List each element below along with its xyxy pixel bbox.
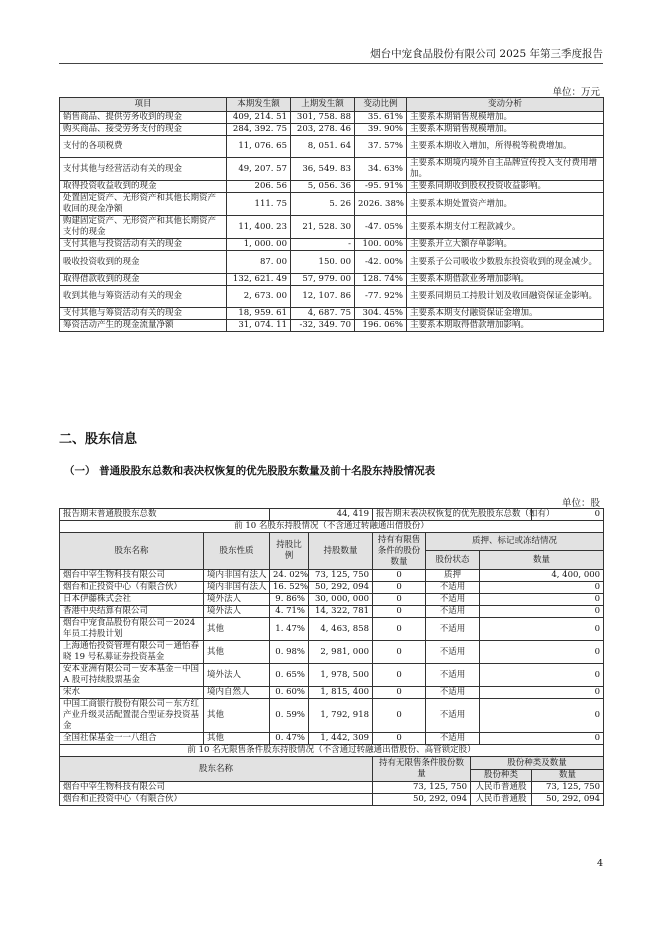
shareholder-name: 上海通怡投资管理有限公司－通怡春晓 19 号私募证券投资基金 bbox=[60, 641, 204, 664]
cashflow-row bbox=[60, 239, 604, 251]
shareholder-pledge-count: 0 bbox=[480, 594, 604, 606]
page-number: 4 bbox=[596, 858, 603, 869]
cashflow-current-value: 132, 621. 49 bbox=[227, 274, 291, 286]
shareholder-nature: 境外法人 bbox=[204, 664, 270, 687]
cashflow-change-ratio: -42. 00% bbox=[355, 251, 407, 274]
unrestricted-header-row-1 bbox=[60, 757, 604, 770]
cashflow-item-name: 筹资活动产生的现金流量净额 bbox=[60, 320, 227, 332]
shareholder-row bbox=[60, 582, 604, 594]
cashflow-change-ratio: 34. 63% bbox=[355, 158, 407, 181]
shareholder-ratio: 0. 98% bbox=[270, 641, 309, 664]
cashflow-header-analysis: 变动分析 bbox=[407, 98, 604, 112]
shareholder-pledge-count: 0 bbox=[480, 687, 604, 699]
cashflow-analysis: 主要系开立大额存单影响。 bbox=[407, 239, 604, 251]
shareholder-pledge-status: 不适用 bbox=[426, 733, 480, 745]
cashflow-previous-value: 8, 051. 64 bbox=[291, 136, 355, 158]
unrestricted-header-type-group: 股份种类及数量 bbox=[471, 757, 604, 770]
shareholder-unit: 单位：股 bbox=[561, 498, 600, 509]
shareholder-row bbox=[60, 606, 604, 618]
cashflow-change-ratio: 304. 45% bbox=[355, 308, 407, 320]
unrestricted-share-count: 73, 125, 750 bbox=[532, 782, 604, 794]
cashflow-analysis: 主要系子公司吸收少数股东投资收到的现金减少。 bbox=[407, 251, 604, 274]
cashflow-analysis: 主要系本期境内境外自主品牌宣传投入支付费用增加。 bbox=[407, 158, 604, 181]
shareholder-name: 香港中央结算有限公司 bbox=[60, 606, 204, 618]
cashflow-current-value: 284, 392. 75 bbox=[227, 124, 291, 136]
shareholder-ratio: 1. 47% bbox=[270, 618, 309, 641]
cashflow-current-value: 409, 214. 51 bbox=[227, 112, 291, 124]
shareholder-pledge-count: 0 bbox=[480, 699, 604, 733]
cashflow-item-name: 取得借款收到的现金 bbox=[60, 274, 227, 286]
shareholder-row bbox=[60, 687, 604, 699]
top10-header-restricted: 持有有限售条件的股份数量 bbox=[373, 533, 426, 570]
shareholder-pledge-status: 不适用 bbox=[426, 582, 480, 594]
cashflow-row bbox=[60, 320, 604, 332]
shareholder-nature: 境内非国有法人 bbox=[204, 582, 270, 594]
shareholder-ratio: 0. 47% bbox=[270, 733, 309, 745]
cashflow-current-value: 31, 074. 11 bbox=[227, 320, 291, 332]
shareholder-row bbox=[60, 618, 604, 641]
unrestricted-row bbox=[60, 782, 604, 794]
shareholder-restricted-qty: 0 bbox=[373, 664, 426, 687]
shareholder-pledge-status: 质押 bbox=[426, 570, 480, 582]
top10-header-status: 股份状态 bbox=[426, 551, 480, 570]
cashflow-item-name: 支付的各项税费 bbox=[60, 136, 227, 158]
shareholder-nature: 境内非国有法人 bbox=[204, 570, 270, 582]
top10-header-count: 数量 bbox=[480, 551, 604, 570]
shareholder-pledge-status: 不适用 bbox=[426, 687, 480, 699]
cashflow-item-name: 购买商品、接受劳务支付的现金 bbox=[60, 124, 227, 136]
cashflow-header-item: 项目 bbox=[60, 98, 227, 112]
top10-header-qty: 持股数量 bbox=[309, 533, 373, 570]
shareholder-pledge-count: 4, 400, 000 bbox=[480, 570, 604, 582]
cashflow-current-value: 11, 400. 23 bbox=[227, 216, 291, 239]
cashflow-analysis: 主要系本期收入增加，所得税等税费增加。 bbox=[407, 136, 604, 158]
shareholder-pledge-count: 0 bbox=[480, 606, 604, 618]
cashflow-item-name: 支付其他与筹资活动有关的现金 bbox=[60, 308, 227, 320]
shareholder-quantity: 1, 442, 309 bbox=[309, 733, 373, 745]
cashflow-change-ratio: 39. 90% bbox=[355, 124, 407, 136]
cashflow-previous-value: 150. 00 bbox=[291, 251, 355, 274]
shareholder-quantity: 14, 322, 781 bbox=[309, 606, 373, 618]
shareholder-pledge-status: 不适用 bbox=[426, 594, 480, 606]
unrestricted-share-type: 人民币普通股 bbox=[471, 782, 532, 794]
unrestricted-header-count: 数量 bbox=[532, 770, 604, 782]
cashflow-change-ratio: -95. 91% bbox=[355, 181, 407, 193]
unrestricted-header-type: 股份种类 bbox=[471, 770, 532, 782]
shareholder-name: 烟台和正投资中心（有限合伙） bbox=[60, 582, 204, 594]
cashflow-row bbox=[60, 193, 604, 216]
unrestricted-header-name: 股东名称 bbox=[60, 757, 373, 782]
cashflow-current-value: 49, 207. 57 bbox=[227, 158, 291, 181]
shareholder-pledge-count: 0 bbox=[480, 618, 604, 641]
cashflow-table bbox=[59, 97, 604, 332]
cashflow-change-ratio: 2026. 38% bbox=[355, 193, 407, 216]
preferred-shareholders-label: 报告期末表决权恢复的优先股股东总数（如有） bbox=[373, 509, 532, 521]
shareholder-nature: 境外法人 bbox=[204, 594, 270, 606]
cashflow-row bbox=[60, 216, 604, 239]
cashflow-item-name: 销售商品、提供劳务收到的现金 bbox=[60, 112, 227, 124]
shareholder-restricted-qty: 0 bbox=[373, 733, 426, 745]
top10-header-row-1 bbox=[60, 533, 604, 551]
shareholder-ratio: 0. 60% bbox=[270, 687, 309, 699]
cashflow-row bbox=[60, 112, 604, 124]
shareholder-restricted-qty: 0 bbox=[373, 641, 426, 664]
shareholder-quantity: 2, 981, 000 bbox=[309, 641, 373, 664]
cashflow-previous-value: 36, 549. 83 bbox=[291, 158, 355, 181]
top10-title-row bbox=[60, 521, 604, 533]
cashflow-row bbox=[60, 251, 604, 274]
cashflow-previous-value: - bbox=[291, 239, 355, 251]
shareholder-quantity: 50, 292, 094 bbox=[309, 582, 373, 594]
top10-header-pledge: 质押、标记或冻结情况 bbox=[426, 533, 604, 551]
shareholder-restricted-qty: 0 bbox=[373, 606, 426, 618]
shareholder-nature: 其他 bbox=[204, 733, 270, 745]
preferred-shareholders-value: 0 bbox=[532, 509, 604, 521]
cashflow-previous-value: 4, 687. 75 bbox=[291, 308, 355, 320]
shareholder-pledge-status: 不适用 bbox=[426, 699, 480, 733]
cashflow-item-name: 购建固定资产、无形资产和其他长期资产支付的现金 bbox=[60, 216, 227, 239]
cashflow-previous-value: 5, 056. 36 bbox=[291, 181, 355, 193]
cashflow-unit: 单位：万元 bbox=[552, 87, 600, 98]
cashflow-header-current: 本期发生额 bbox=[227, 98, 291, 112]
shareholder-name: 中国工商银行股份有限公司－东方红产业升级灵活配置混合型证券投资基金 bbox=[60, 699, 204, 733]
shareholder-ratio: 4. 71% bbox=[270, 606, 309, 618]
cashflow-current-value: 11, 076. 65 bbox=[227, 136, 291, 158]
total-shareholders-label: 报告期末普通股股东总数 bbox=[60, 509, 270, 521]
cashflow-analysis: 主要系本期借款业务增加影响。 bbox=[407, 274, 604, 286]
shareholder-pledge-status: 不适用 bbox=[426, 618, 480, 641]
cashflow-row bbox=[60, 286, 604, 308]
shareholder-restricted-qty: 0 bbox=[373, 687, 426, 699]
top10-header-name: 股东名称 bbox=[60, 533, 204, 570]
unrestricted-shareholder-name: 烟台中宰生物科技有限公司 bbox=[60, 782, 373, 794]
cashflow-header-previous: 上期发生额 bbox=[291, 98, 355, 112]
cashflow-previous-value: 203, 278. 46 bbox=[291, 124, 355, 136]
shareholder-table bbox=[59, 508, 604, 806]
shareholder-name: 安本亚洲有限公司－安本基金－中国 A 股可持续股票基金 bbox=[60, 664, 204, 687]
top10-title: 前 10 名股东持股情况（不含通过转融通出借股份） bbox=[60, 521, 604, 533]
cashflow-previous-value: 5. 26 bbox=[291, 193, 355, 216]
cashflow-analysis: 主要系本期处置资产增加。 bbox=[407, 193, 604, 216]
cashflow-item-name: 支付其他与经营活动有关的现金 bbox=[60, 158, 227, 181]
cashflow-analysis: 主要系本期销售规模增加。 bbox=[407, 124, 604, 136]
section-title-shareholders: 二、股东信息 bbox=[59, 432, 138, 447]
shareholder-pledge-count: 0 bbox=[480, 664, 604, 687]
shareholder-ratio: 16. 52% bbox=[270, 582, 309, 594]
cashflow-row bbox=[60, 158, 604, 181]
cashflow-item-name: 支付其他与投资活动有关的现金 bbox=[60, 239, 227, 251]
shareholder-restricted-qty: 0 bbox=[373, 699, 426, 733]
unrestricted-header-qty: 持有无限售条件股份数量 bbox=[373, 757, 471, 782]
shareholder-pledge-status: 不适用 bbox=[426, 606, 480, 618]
summary-row bbox=[60, 509, 604, 521]
shareholder-nature: 境外法人 bbox=[204, 606, 270, 618]
shareholder-quantity: 4, 463, 858 bbox=[309, 618, 373, 641]
total-shareholders-value: 44, 419 bbox=[270, 509, 373, 521]
unrestricted-quantity: 73, 125, 750 bbox=[373, 782, 471, 794]
cashflow-item-name: 取得投资收益收到的现金 bbox=[60, 181, 227, 193]
shareholder-restricted-qty: 0 bbox=[373, 582, 426, 594]
unrestricted-share-count: 50, 292, 094 bbox=[532, 794, 604, 806]
unrestricted-title: 前 10 名无限售条件股东持股情况（不含通过转融通出借股份、高管锁定股） bbox=[60, 745, 604, 757]
top10-header-ratio: 持股比例 bbox=[270, 533, 309, 570]
cashflow-change-ratio: -47. 05% bbox=[355, 216, 407, 239]
cashflow-analysis: 主要系本期支付工程款减少。 bbox=[407, 216, 604, 239]
cashflow-change-ratio: 128. 74% bbox=[355, 274, 407, 286]
shareholder-row bbox=[60, 699, 604, 733]
shareholder-quantity: 1, 815, 400 bbox=[309, 687, 373, 699]
unrestricted-row bbox=[60, 794, 604, 806]
cashflow-row bbox=[60, 124, 604, 136]
shareholder-name: 烟台中宰生物科技有限公司 bbox=[60, 570, 204, 582]
unrestricted-share-type: 人民币普通股 bbox=[471, 794, 532, 806]
shareholder-row bbox=[60, 641, 604, 664]
shareholder-pledge-status: 不适用 bbox=[426, 664, 480, 687]
cashflow-row bbox=[60, 308, 604, 320]
cashflow-previous-value: 57, 979. 00 bbox=[291, 274, 355, 286]
cashflow-change-ratio: 100. 00% bbox=[355, 239, 407, 251]
shareholder-nature: 其他 bbox=[204, 618, 270, 641]
shareholder-row bbox=[60, 570, 604, 582]
shareholder-nature: 境内自然人 bbox=[204, 687, 270, 699]
shareholder-pledge-count: 0 bbox=[480, 582, 604, 594]
shareholder-pledge-count: 0 bbox=[480, 733, 604, 745]
shareholder-quantity: 73, 125, 750 bbox=[309, 570, 373, 582]
shareholder-restricted-qty: 0 bbox=[373, 618, 426, 641]
shareholder-row bbox=[60, 594, 604, 606]
unrestricted-quantity: 50, 292, 094 bbox=[373, 794, 471, 806]
cashflow-analysis: 主要系本期销售规模增加。 bbox=[407, 112, 604, 124]
cashflow-row bbox=[60, 136, 604, 158]
cashflow-current-value: 206. 56 bbox=[227, 181, 291, 193]
cashflow-current-value: 2, 673. 00 bbox=[227, 286, 291, 308]
shareholder-quantity: 1, 792, 918 bbox=[309, 699, 373, 733]
cashflow-previous-value: 12, 107. 86 bbox=[291, 286, 355, 308]
cashflow-analysis: 主要系本期取得借款增加影响。 bbox=[407, 320, 604, 332]
cashflow-current-value: 18, 959. 61 bbox=[227, 308, 291, 320]
shareholder-row bbox=[60, 733, 604, 745]
shareholder-name: 宋水 bbox=[60, 687, 204, 699]
cashflow-previous-value: 21, 528. 30 bbox=[291, 216, 355, 239]
cashflow-change-ratio: 35. 61% bbox=[355, 112, 407, 124]
shareholder-pledge-count: 0 bbox=[480, 641, 604, 664]
shareholder-pledge-status: 不适用 bbox=[426, 641, 480, 664]
cashflow-previous-value: 301, 758. 88 bbox=[291, 112, 355, 124]
cashflow-current-value: 111. 75 bbox=[227, 193, 291, 216]
shareholder-nature: 其他 bbox=[204, 699, 270, 733]
cashflow-current-value: 87. 00 bbox=[227, 251, 291, 274]
unrestricted-shareholder-name: 烟台和正投资中心（有限合伙） bbox=[60, 794, 373, 806]
shareholder-ratio: 0. 65% bbox=[270, 664, 309, 687]
top10-header-nature: 股东性质 bbox=[204, 533, 270, 570]
cashflow-item-name: 收到其他与筹资活动有关的现金 bbox=[60, 286, 227, 308]
cashflow-previous-value: -32, 349. 70 bbox=[291, 320, 355, 332]
shareholder-name: 日本伊藤株式会社 bbox=[60, 594, 204, 606]
report-header-title: 烟台中宠食品股份有限公司 2025 年第三季度报告 bbox=[370, 48, 603, 60]
header-divider bbox=[59, 63, 603, 64]
shareholder-ratio: 9. 86% bbox=[270, 594, 309, 606]
shareholder-restricted-qty: 0 bbox=[373, 594, 426, 606]
unrestricted-title-row bbox=[60, 745, 604, 757]
subsection-title-top10: （一） 普通股股东总数和表决权恢复的优先股股东数量及前十名股东持股情况表 bbox=[64, 465, 436, 477]
cashflow-analysis: 主要系同期员工持股计划及收回融资保证金影响。 bbox=[407, 286, 604, 308]
cashflow-row bbox=[60, 181, 604, 193]
cashflow-row bbox=[60, 274, 604, 286]
cashflow-change-ratio: 196. 06% bbox=[355, 320, 407, 332]
shareholder-quantity: 30, 000, 000 bbox=[309, 594, 373, 606]
cashflow-change-ratio: -77. 92% bbox=[355, 286, 407, 308]
cashflow-analysis: 主要系同期收到股权投资收益影响。 bbox=[407, 181, 604, 193]
shareholder-quantity: 1, 978, 500 bbox=[309, 664, 373, 687]
cashflow-item-name: 吸收投资收到的现金 bbox=[60, 251, 227, 274]
cashflow-analysis: 主要系本期支付融资保证金增加。 bbox=[407, 308, 604, 320]
cashflow-current-value: 1, 000. 00 bbox=[227, 239, 291, 251]
shareholder-ratio: 0. 59% bbox=[270, 699, 309, 733]
shareholder-ratio: 24. 02% bbox=[270, 570, 309, 582]
cashflow-header-change: 变动比例 bbox=[355, 98, 407, 112]
shareholder-name: 全国社保基金一一八组合 bbox=[60, 733, 204, 745]
shareholder-row bbox=[60, 664, 604, 687]
cashflow-change-ratio: 37. 57% bbox=[355, 136, 407, 158]
shareholder-nature: 其他 bbox=[204, 641, 270, 664]
cashflow-item-name: 处置固定资产、无形资产和其他长期资产收回的现金净额 bbox=[60, 193, 227, 216]
shareholder-restricted-qty: 0 bbox=[373, 570, 426, 582]
cashflow-header-row bbox=[60, 98, 604, 112]
shareholder-name: 烟台中宠食品股份有限公司－2024 年员工持股计划 bbox=[60, 618, 204, 641]
